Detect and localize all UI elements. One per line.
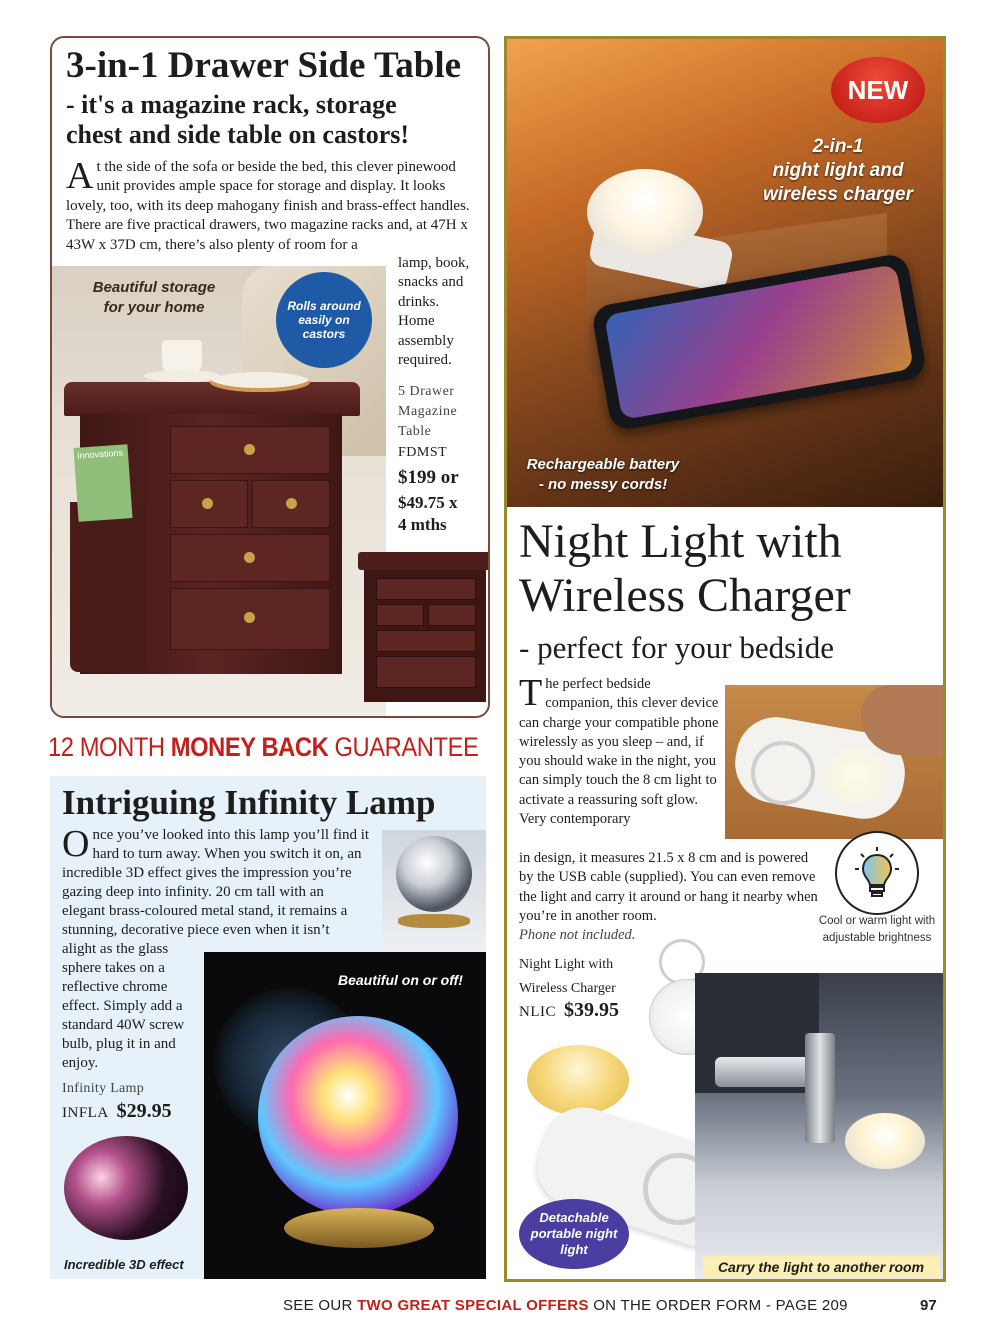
chrome-sphere-base xyxy=(398,914,470,928)
infinity-lamp-code: INFLA xyxy=(62,1105,109,1121)
detach-badge xyxy=(519,1199,629,1269)
drawer-table-photo xyxy=(52,266,386,716)
footer-part3: ON THE ORDER FORM - PAGE 209 xyxy=(588,1297,848,1314)
infinity-photo-caption: Beautiful on or off! xyxy=(338,972,463,988)
footer-part2: TWO GREAT SPECIAL OFFERS xyxy=(357,1297,589,1314)
detach-badge-text: Detachable portable night light xyxy=(530,1210,618,1257)
drawer-photo-caption-2: for your home xyxy=(103,299,205,316)
hero-caption-2: night light and xyxy=(772,160,904,181)
magazine-rack xyxy=(70,502,146,672)
hero-caption-1: 2-in-1 xyxy=(812,136,864,157)
infinity-lamp-body-text: nce you’ve looked into this lamp you’ll find it hard to turn away. When you switch it on, an incredible 3D effect gives the impression you’re gazing deep into infinity. 20 cm tall with an elegant brass-coloured metal stand, it remains a stunning, decorative piece even when it isn’t xyxy=(62,827,370,938)
infinity-lamp-title: Intriguing Infinity Lamp xyxy=(62,783,436,822)
night-light-subtitle: - perfect for your bedside xyxy=(519,630,835,665)
biscuit-plate xyxy=(210,372,310,392)
charging-ring xyxy=(751,741,815,805)
footer-part1: SEE OUR xyxy=(283,1297,358,1314)
night-light-dome xyxy=(587,169,703,255)
saucer xyxy=(144,370,220,382)
drawer-table-price: $199 or xyxy=(398,467,459,488)
page-number: 97 xyxy=(920,1297,937,1314)
drawer-photo-caption xyxy=(74,278,234,318)
magazine-text: Innovations xyxy=(76,447,124,461)
night-light-price: $39.95 xyxy=(564,999,619,1021)
infinity-lamp-body xyxy=(62,823,370,940)
infinity-lamp-panel xyxy=(50,776,486,1279)
guarantee-part1: 12 MONTH xyxy=(48,732,171,762)
carry-caption: Carry the light to another room xyxy=(703,1256,939,1278)
drawer-photo-caption-1: Beautiful storage xyxy=(92,279,216,296)
infinity-lamp-price: $29.95 xyxy=(116,1100,172,1122)
bathroom-photo xyxy=(695,973,943,1279)
drawer-table-body-text: t the side of the sofa or beside the bed, this clever pinewood unit provides ample space for storage and display. It looks lovely, too, with its deep mahogany finish and brass-effect handles. There are five practical drawers, two magazine racks and, at 47H x 43W x 37D cm, there’s also plenty of room for a xyxy=(66,159,470,253)
drawer-table-subtitle-1: - it's a magazine rack, storage xyxy=(66,90,397,119)
footer-offer xyxy=(283,1296,848,1316)
hero-caption-3: wireless charger xyxy=(763,184,913,205)
magazine xyxy=(73,444,132,522)
small-table-top xyxy=(358,552,490,570)
drawer-table-panel xyxy=(50,36,490,718)
night-light-product-name-1: Night Light with xyxy=(519,957,614,972)
night-light-body xyxy=(519,672,719,829)
drawer-table-body xyxy=(66,155,480,255)
night-light-not-included: Phone not included. xyxy=(519,927,636,943)
drawer-table-product-name: 5 Drawer Magazine Table xyxy=(398,384,458,439)
battery-caption xyxy=(517,455,689,495)
faucet-body xyxy=(805,1033,835,1143)
infinity-lamp-photo xyxy=(204,952,486,1279)
chrome-sphere-photo xyxy=(382,830,486,952)
touch-light-photo xyxy=(725,685,943,839)
infinity-lamp-code-price xyxy=(62,1100,172,1123)
small-drawer-5 xyxy=(376,656,476,688)
guarantee-part2: MONEY BACK xyxy=(170,732,329,762)
night-light-code-price xyxy=(519,999,619,1022)
night-light-dropcap: T xyxy=(519,672,543,714)
knob-5 xyxy=(244,612,255,623)
infinity-closeup-caption: Incredible 3D effect xyxy=(64,1257,184,1272)
drawer-table-subtitle-2: chest and side table on castors! xyxy=(66,120,410,149)
small-table-photo xyxy=(358,552,490,712)
bulb-icon-svg xyxy=(849,845,905,901)
chrome-sphere xyxy=(396,836,472,912)
knob-4 xyxy=(244,552,255,563)
knob-2 xyxy=(202,498,213,509)
new-badge xyxy=(831,57,925,123)
small-drawer-3 xyxy=(428,604,476,626)
bulb-caption: Cool or warm light with adjustable brightness xyxy=(818,915,936,944)
infinity-closeup xyxy=(64,1136,188,1240)
night-light-title-1: Night Light with xyxy=(519,515,842,568)
guarantee-part3: GUARANTEE xyxy=(328,732,479,762)
night-light-hero-photo xyxy=(507,39,943,507)
knob-3 xyxy=(286,498,297,509)
night-light-panel xyxy=(504,36,946,1282)
table-top xyxy=(64,382,360,416)
glowing-dome xyxy=(527,1045,629,1115)
infinity-lamp-product-name: Infinity Lamp xyxy=(62,1081,145,1096)
night-light-title-2: Wireless Charger xyxy=(519,569,851,622)
small-drawer-2 xyxy=(376,604,424,626)
bulb-icon xyxy=(835,831,919,915)
castors-badge-text: Rolls around easily on castors xyxy=(287,299,361,341)
battery-caption-1: Rechargeable battery xyxy=(526,456,680,473)
drawer-table-dropcap: A xyxy=(66,155,94,197)
drawer-table-installment-1: $49.75 x xyxy=(398,493,458,512)
night-light-body-narrow: he perfect bedside companion, this clever device can charge your compatible phone wirelessly as you sleep – and, if you should wake in the night, you can simply touch the 8 cm light to activate a reassuring soft glow. Very contemporary xyxy=(519,676,719,828)
castors-badge xyxy=(276,272,372,368)
small-drawer-4 xyxy=(376,630,476,652)
glowing-lamp-sphere xyxy=(258,1016,458,1216)
bathroom-night-light xyxy=(845,1113,925,1169)
night-light-product-name-2: Wireless Charger xyxy=(519,981,616,996)
small-drawer-1 xyxy=(376,578,476,600)
night-light-code: NLIC xyxy=(519,1004,556,1020)
night-light-body-wide: in design, it measures 21.5 x 8 cm and is powered by the USB cable (supplied). You can even remove the light and carry it around or hang it nearby when you’re in another room. xyxy=(519,850,818,924)
touch-light-dome xyxy=(823,747,889,803)
drawer-table-title: 3-in-1 Drawer Side Table xyxy=(66,45,462,86)
infinity-lamp-body-side: alight as the glass sphere takes on a reflective chrome effect. Simply add a standard 40W screw bulb, plug it in and enjoy. xyxy=(62,941,185,1071)
drawer-table-code: FDMST xyxy=(398,445,448,460)
knob-1 xyxy=(244,444,255,455)
hand xyxy=(861,685,943,755)
new-badge-text: NEW xyxy=(847,74,909,105)
drawer-table-body-side: lamp, book, snacks and drinks. Home assembly required. xyxy=(398,255,470,369)
hero-caption xyxy=(743,135,933,207)
glowing-lamp-base xyxy=(284,1208,434,1248)
battery-caption-2: - no messy cords! xyxy=(538,476,668,493)
drawer-table-installment-2: 4 mths xyxy=(398,515,447,534)
guarantee-banner xyxy=(48,730,478,764)
infinity-lamp-dropcap: O xyxy=(62,823,90,865)
